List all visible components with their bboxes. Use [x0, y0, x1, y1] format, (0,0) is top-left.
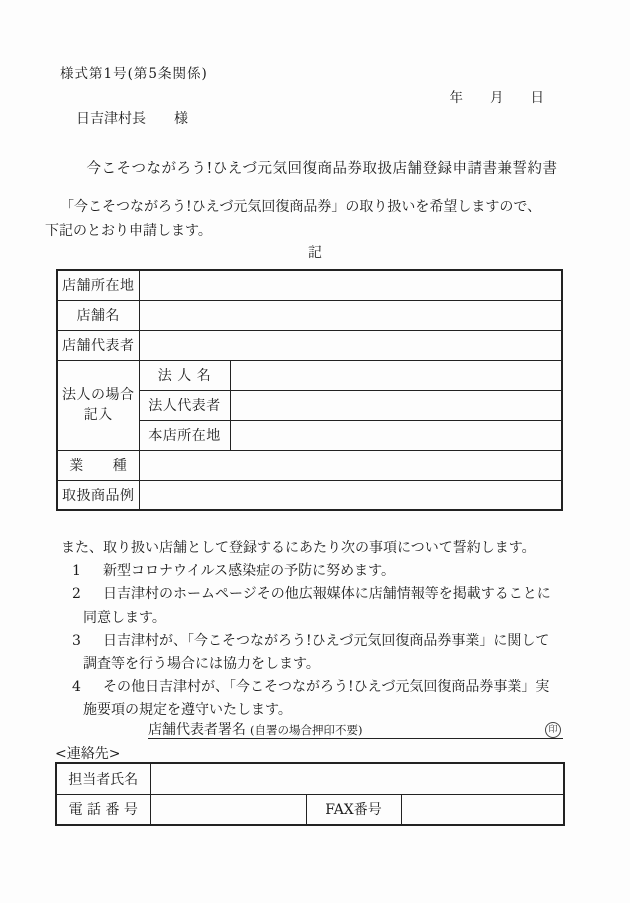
table-row [57, 480, 562, 510]
pledge-item-1-text: 新型コロナウイルス感染症の予防に努めます。 [103, 563, 396, 580]
hq-address-value [230, 420, 562, 450]
document-title: 今こそつながろう!ひえづ元気回復商品券取扱店舗登録申請書兼誓約書 [86, 161, 558, 177]
store-name-value [139, 300, 562, 330]
table-row [57, 360, 562, 390]
contact-heading: <連絡先> [55, 746, 121, 762]
form-number: 様式第1号(第5条関係) [60, 66, 208, 82]
pledge-item-2-number: 2 [72, 586, 81, 603]
pledge-item-4-number: 4 [72, 679, 81, 696]
phone-label: 電 話 番 号 [56, 794, 150, 825]
pledge-item-2-text: 日吉津村のホームページその他広報媒体に店舗情報等を掲載することに [103, 586, 551, 603]
store-name-label: 店舗名 [57, 300, 139, 330]
store-rep-label: 店舗代表者 [57, 330, 139, 360]
addressee: 日吉津村長 様 [76, 111, 188, 127]
pledge-item-3 [45, 630, 590, 653]
store-rep-value [139, 330, 562, 360]
pledge-section [45, 537, 590, 723]
pledge-intro: また、取り扱い店舗として登録するにあたり次の事項について誓約します。 [61, 540, 536, 556]
table-row [57, 450, 562, 480]
contact-person-label: 担当者氏名 [56, 763, 150, 794]
table-row [57, 300, 562, 330]
pledge-item-4-text: その他日吉津村が、「今こそつながろう!ひえづ元気回復商品券事業」実 [103, 679, 550, 696]
pledge-item-2 [45, 583, 590, 606]
signature-line [148, 719, 563, 739]
signature-label: 店舗代表者署名 [148, 722, 246, 738]
fax-value [401, 794, 564, 825]
application-table [56, 269, 563, 511]
pledge-item-1 [45, 560, 590, 583]
contact-table [55, 762, 565, 826]
signature-note: (自署の場合押印不要) [250, 723, 363, 737]
industry-label: 業 種 [57, 450, 139, 480]
date-line: 年 月 日 [449, 90, 544, 106]
pledge-item-3-number: 3 [72, 632, 81, 649]
corp-group-label-line2: 記入 [83, 407, 113, 423]
fax-label: FAX番号 [306, 794, 401, 825]
pledge-item-4 [45, 676, 590, 699]
intro-paragraph [45, 196, 585, 243]
seal-mark-icon: 印 [545, 722, 561, 738]
intro-line-1: 「今こそつながろう!ひえづ元気回復商品券」の取り扱いを希望しますので、 [60, 199, 542, 215]
table-row [56, 794, 564, 825]
table-row [57, 330, 562, 360]
pledge-item-1-number: 1 [72, 563, 81, 580]
products-value [139, 480, 562, 510]
pledge-item-3-text: 日吉津村が、「今こそつながろう!ひえづ元気回復商品券事業」に関して [103, 632, 550, 649]
corp-name-label: 法 人 名 [139, 360, 230, 390]
store-address-value [139, 270, 562, 300]
pledge-item-2-continuation: 同意します。 [83, 609, 166, 626]
table-row [57, 270, 562, 300]
intro-line-2: 下記のとおり申請します。 [45, 222, 212, 239]
corp-name-value [230, 360, 562, 390]
pledge-item-4-continuation: 施要項の規定を遵守いたします。 [83, 702, 292, 719]
section-mark-ki: 記 [308, 245, 322, 261]
store-address-label: 店舗所在地 [57, 270, 139, 300]
contact-person-value [150, 763, 564, 794]
corp-rep-label: 法人代表者 [139, 390, 230, 420]
pledge-item-3-continuation: 調査等を行う場合には協力をします。 [83, 656, 320, 673]
corp-group-label [57, 360, 139, 450]
industry-value [139, 450, 562, 480]
products-label: 取扱商品例 [57, 480, 139, 510]
hq-address-label: 本店所在地 [139, 420, 230, 450]
corp-group-label-line1: 法人の場合 [62, 387, 135, 403]
phone-value [150, 794, 306, 825]
table-row [56, 763, 564, 794]
corp-rep-value [230, 390, 562, 420]
